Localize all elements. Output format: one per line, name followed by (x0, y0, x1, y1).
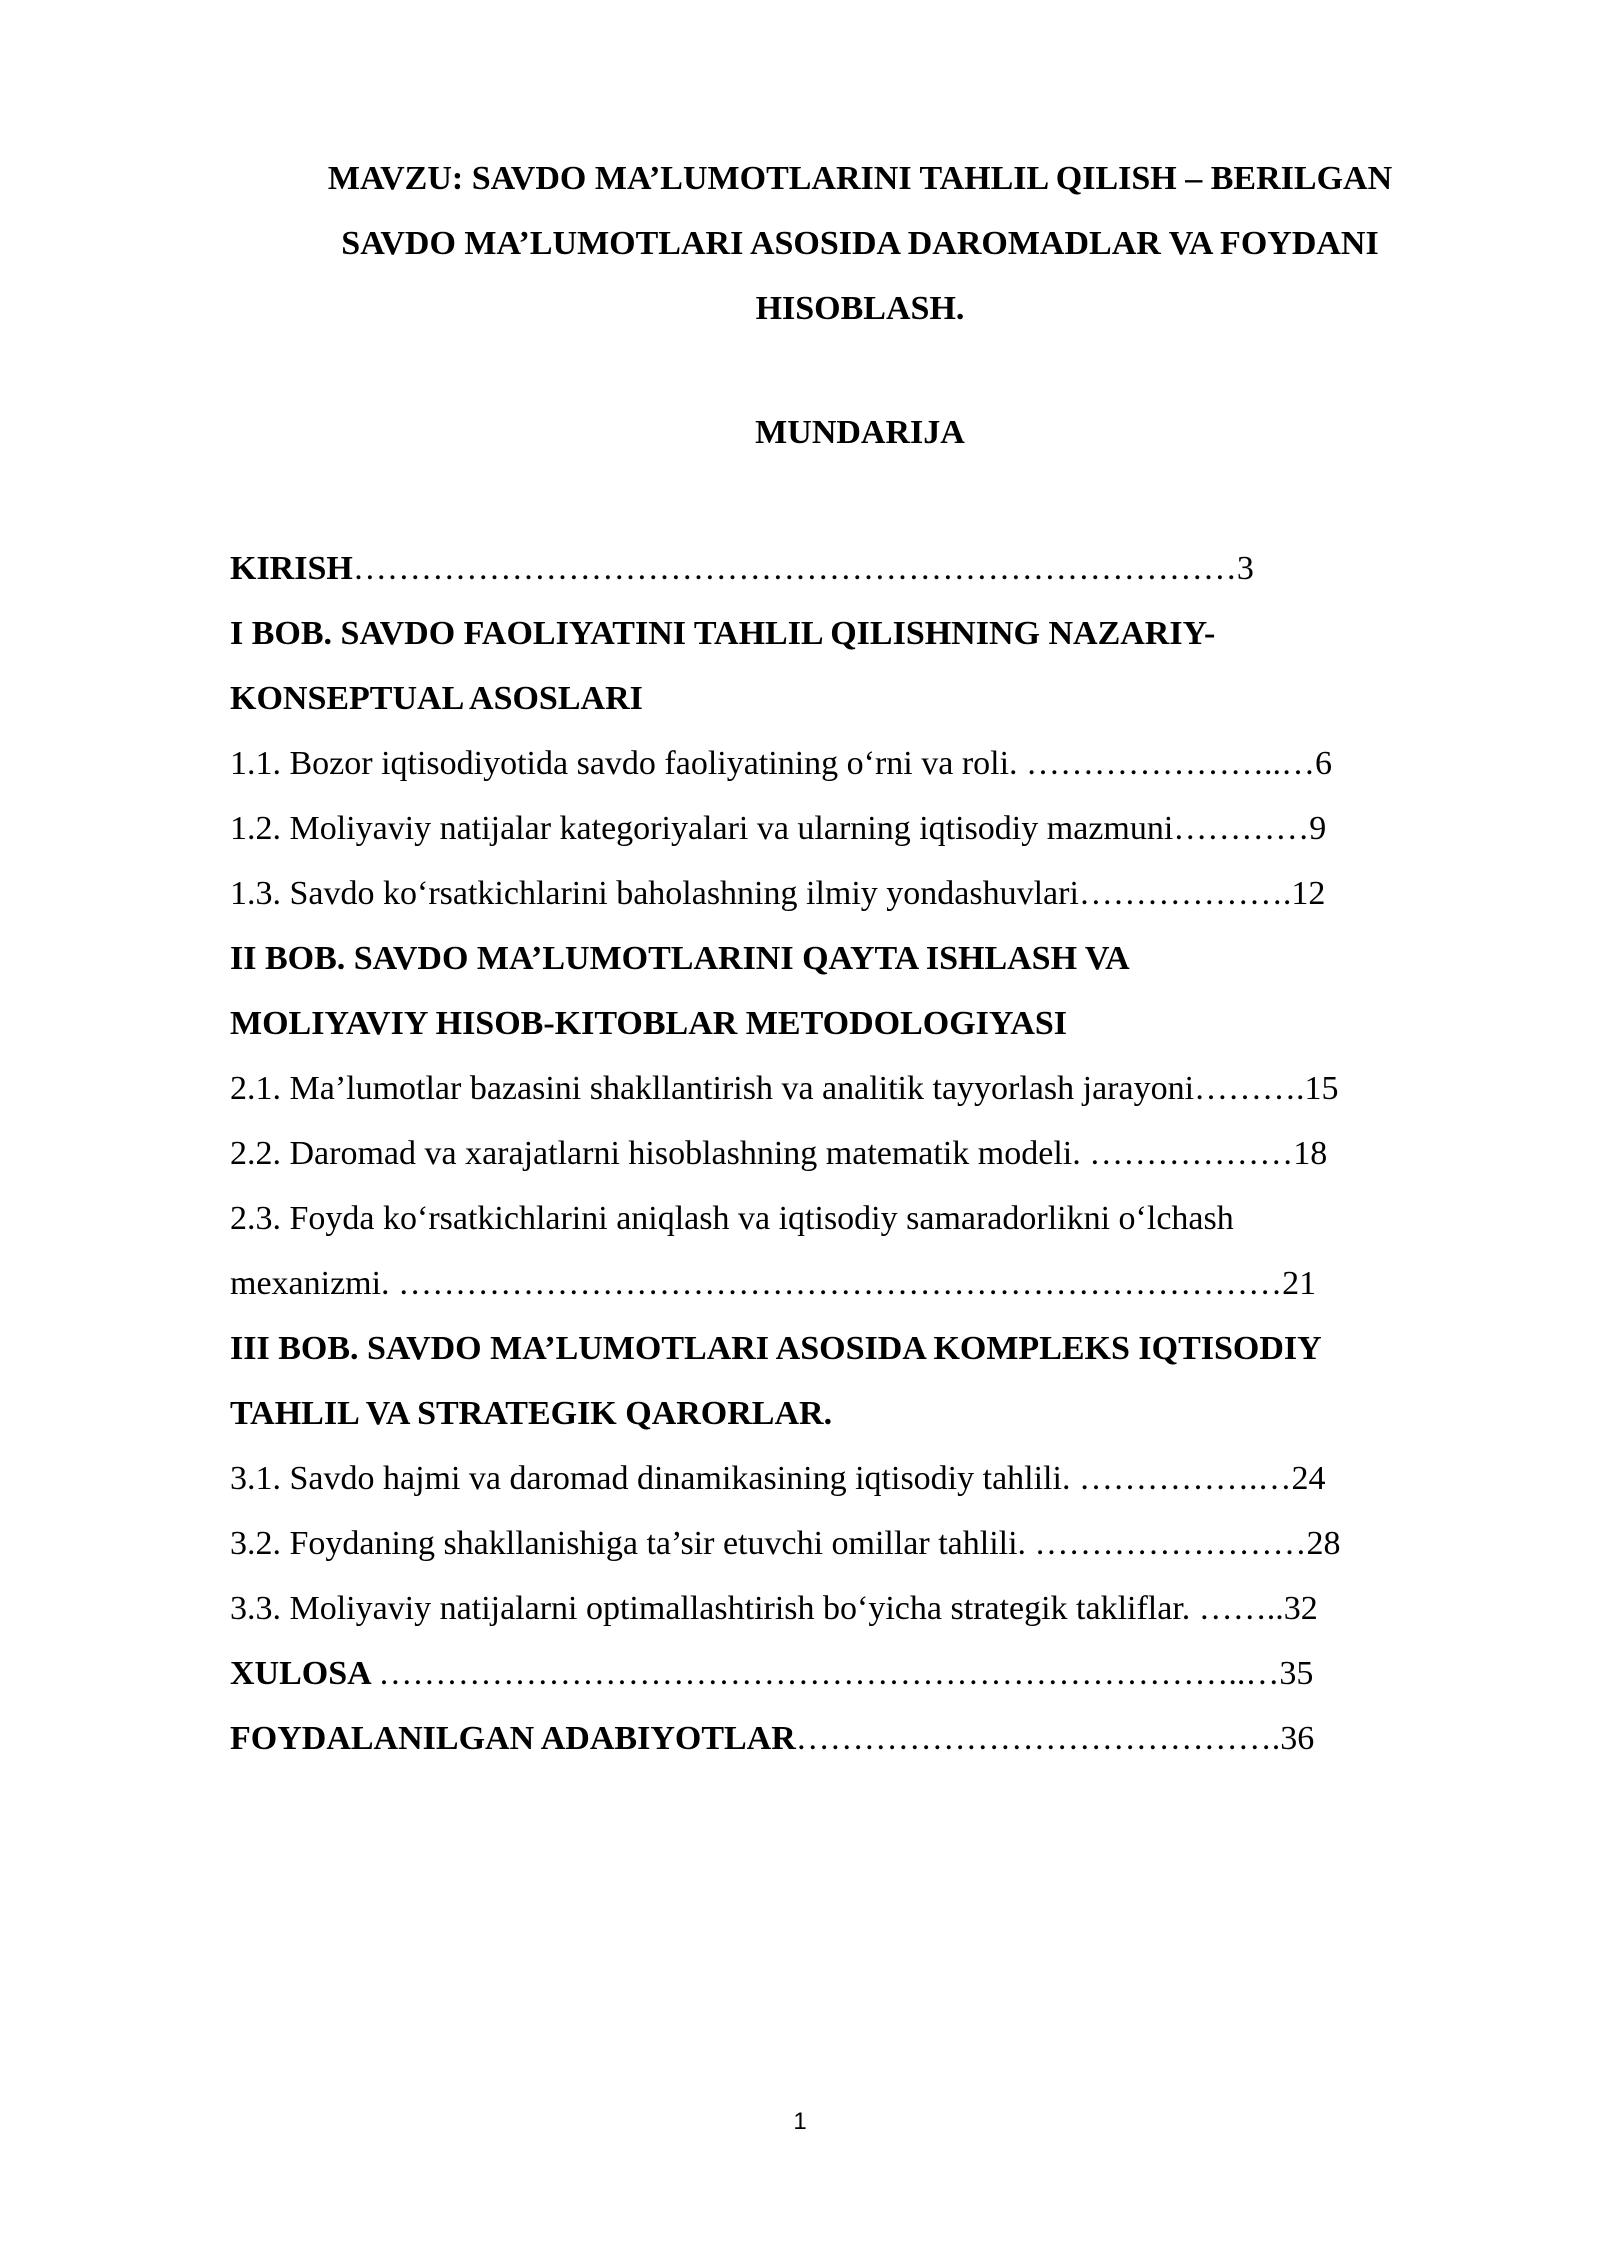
toc-page-number: 15 (1304, 1070, 1339, 1107)
toc-entry-text: TAHLIL VA STRATEGIK QARORLAR. (230, 1395, 833, 1432)
toc-page-number: 3 (1236, 550, 1254, 587)
toc-chapter-2-heading (230, 926, 1490, 991)
toc-leader-dots: …….. (1198, 1590, 1284, 1627)
toc-chapter-1-heading (230, 601, 1490, 666)
toc-leader-dots: ………………. (1078, 875, 1292, 912)
page-number: 1 (793, 2108, 807, 2135)
toc-page-number: 35 (1279, 1655, 1314, 1692)
toc-leader-dots: …………………………………………………………………..… (378, 1655, 1280, 1692)
toc-page-number: 28 (1306, 1525, 1341, 1562)
toc-leader-dots: ……………… (1089, 1135, 1294, 1172)
toc-entry-3-3 (230, 1576, 1490, 1641)
toc-entry-1-1 (230, 731, 1490, 796)
toc-page-number: 12 (1291, 875, 1326, 912)
toc-leader-dots: ………. (1194, 1070, 1305, 1107)
toc-entry-xulosa (230, 1641, 1490, 1706)
toc-entry-kirish (230, 536, 1490, 601)
title-line-3: HISOBLASH. (755, 290, 965, 327)
toc-entry-text: XULOSA (230, 1655, 379, 1692)
toc-entry-text: 2.3. Foyda ko‘rsatkichlarini aniqlash va iqtisodiy samaradorlikni o‘lchash (230, 1200, 1234, 1237)
toc-entry-text: 3.3. Moliyaviy natijalarni optimallashtirish bo‘yicha strategik takliflar. (230, 1590, 1199, 1627)
toc-leader-dots: ……………………………………. (795, 1720, 1281, 1757)
toc-chapter-2-heading-cont (230, 991, 1490, 1056)
toc-entry-adabiyotlar (230, 1706, 1490, 1771)
toc-entry-3-1 (230, 1446, 1490, 1511)
title-line-1: MAVZU: SAVDO MA’LUMOTLARINI TAHLIL QILISH – BERILGAN (327, 160, 1393, 197)
toc-entry-2-2 (230, 1121, 1490, 1186)
toc-entry-1-3 (230, 861, 1490, 926)
toc-page-number: 18 (1293, 1135, 1328, 1172)
toc-leader-dots: …………………… (1034, 1525, 1307, 1562)
toc-leader-dots: …………….… (1078, 1460, 1292, 1497)
toc-leader-dots: …………………………………………………………………… (398, 1265, 1283, 1302)
toc-entry-text: II BOB. SAVDO MA’LUMOTLARINI QAYTA ISHLASH VA (230, 940, 1130, 977)
toc-entry-1-2 (230, 796, 1490, 861)
toc-entry-text: 1.1. Bozor iqtisodiyotida savdo faoliyatining o‘rni va roli. (230, 745, 1027, 782)
title-line-2: SAVDO MA’LUMOTLARI ASOSIDA DAROMADLAR VA FOYDANI (341, 225, 1379, 262)
toc-entry-text: 1.3. Savdo ko‘rsatkichlarini baholashning ilmiy yondashuvlari (230, 875, 1079, 912)
toc-entry-text: KIRISH (230, 550, 353, 587)
toc-chapter-3-heading (230, 1316, 1490, 1381)
toc-entry-text: FOYDALANILGAN ADABIYOTLAR (230, 1720, 796, 1757)
toc-entry-text: 2.1. Ma’lumotlar bazasini shakllantirish va analitik tayyorlash jarayoni (230, 1070, 1195, 1107)
toc-page-number: 24 (1291, 1460, 1326, 1497)
toc-entry-3-2 (230, 1511, 1490, 1576)
toc-entry-text: KONSEPTUAL ASOSLARI (230, 680, 643, 717)
toc-entry-text: III BOB. SAVDO MA’LUMOTLARI ASOSIDA KOMPLEKS IQTISODIY (230, 1330, 1322, 1367)
toc-entry-text: 1.2. Moliyaviy natijalar kategoriyalari va ularning iqtisodiy mazmuni (230, 810, 1174, 847)
toc-entry-text: I BOB. SAVDO FAOLIYATINI TAHLIL QILISHNING NAZARIY- (230, 615, 1216, 652)
toc-entry-2-3 (230, 1186, 1490, 1251)
toc-entry-2-3-cont (230, 1251, 1490, 1316)
toc-chapter-3-heading-cont (230, 1381, 1490, 1446)
toc-entry-2-1 (230, 1056, 1490, 1121)
toc-leader-dots: …………………………………………………………………… (352, 550, 1237, 587)
toc-page-number: 36 (1280, 1720, 1315, 1757)
toc-page-number: 9 (1309, 810, 1327, 847)
toc-leader-dots: ………… (1173, 810, 1310, 847)
toc-page-number: 6 (1315, 745, 1333, 782)
toc-entry-text: mexanizmi. (230, 1265, 399, 1302)
toc-entry-text: 3.2. Foydaning shakllanishiga ta’sir etuvchi omillar tahlili. (230, 1525, 1035, 1562)
toc-entry-text: 2.2. Daromad va xarajatlarni hisoblashning matematik modeli. (230, 1135, 1090, 1172)
toc-leader-dots: …………………..… (1026, 745, 1316, 782)
toc-page-number: 21 (1282, 1265, 1317, 1302)
toc-entry-text: MOLIYAVIY HISOB-KITOBLAR METODOLOGIYASI (230, 1005, 1068, 1042)
toc-page-number: 32 (1283, 1590, 1318, 1627)
document-title (230, 146, 1490, 341)
table-of-contents (230, 536, 1490, 1771)
toc-heading: MUNDARIJA (755, 414, 965, 451)
toc-chapter-1-heading-cont (230, 666, 1490, 731)
toc-entry-text: 3.1. Savdo hajmi va daromad dinamikasining iqtisodiy tahlili. (230, 1460, 1079, 1497)
